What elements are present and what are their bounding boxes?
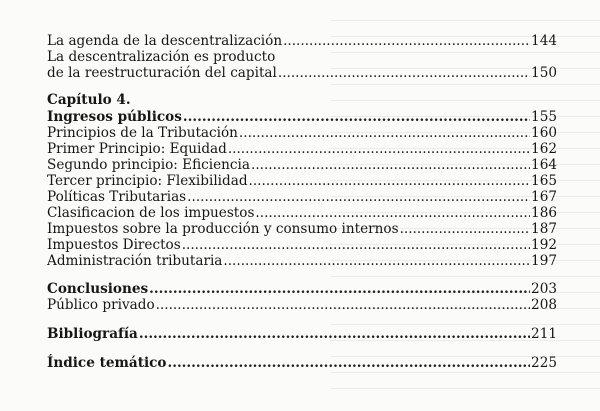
toc-entry-title: Segundo principio: Eficiencia: [47, 157, 250, 173]
toc-entry-title-line2: de la reestructuración del capital: [47, 65, 277, 81]
toc-entry-title: Impuestos sobre la producción y consumo internos: [47, 221, 399, 237]
toc-entry: [47, 221, 557, 237]
dot-leader: [278, 65, 530, 81]
toc-section-page: 203: [531, 281, 557, 297]
toc-section: [47, 355, 557, 371]
toc-entry: [47, 141, 557, 157]
toc-entry: [47, 65, 557, 81]
dot-leader: [228, 141, 530, 157]
toc-section-title: Conclusiones: [47, 281, 149, 297]
toc-entry-page: 160: [531, 125, 557, 141]
toc-entry: [47, 173, 557, 189]
chapter-heading: Capítulo 4.: [47, 92, 131, 108]
toc-section-title: Índice temático: [47, 355, 167, 371]
dot-leader: [167, 355, 530, 371]
dot-leader: [183, 109, 530, 125]
toc-section-title: Bibliografía: [47, 326, 138, 342]
dot-leader: [139, 326, 530, 342]
toc-entry: [47, 125, 557, 141]
toc-entry-page: 150: [531, 65, 557, 81]
dot-leader: [283, 33, 530, 49]
dot-leader: [251, 157, 530, 173]
dot-leader: [249, 173, 531, 189]
dot-leader: [187, 189, 530, 205]
dot-leader: [149, 281, 530, 297]
dot-leader: [255, 205, 530, 221]
toc-entry-title: Impuestos Directos: [47, 237, 181, 253]
toc-entry: [47, 33, 557, 49]
toc-section-page: 225: [531, 355, 557, 371]
toc-entry: [47, 237, 557, 253]
toc-section-title: Ingresos públicos: [47, 109, 182, 125]
dot-leader: [239, 125, 530, 141]
toc-entry: [47, 157, 557, 173]
toc-entry-title-line1: La descentralización es producto: [47, 49, 276, 65]
toc-entry-title: La agenda de la descentralización: [47, 33, 283, 49]
toc-section: [47, 281, 557, 297]
toc-entry-page: 208: [531, 297, 557, 313]
toc-entry-page: 186: [531, 205, 557, 221]
dot-leader: [223, 253, 530, 269]
toc-entry-page: 144: [531, 33, 557, 49]
dot-leader: [182, 237, 530, 253]
toc-entry-title: Tercer principio: Flexibilidad: [47, 173, 248, 189]
dot-leader: [400, 221, 530, 237]
toc-entry: [47, 297, 557, 313]
chapter-items: [47, 125, 557, 269]
toc-section-page: 155: [531, 109, 557, 125]
toc-entry: [47, 205, 557, 221]
table-of-contents: [47, 33, 557, 371]
toc-entry-page: 167: [531, 189, 557, 205]
toc-entry-page: 165: [531, 173, 557, 189]
toc-entry-page: 164: [531, 157, 557, 173]
toc-entry-page: 197: [531, 253, 557, 269]
toc-entry-title: Administración tributaria: [47, 253, 223, 269]
toc-entry: [47, 253, 557, 269]
toc-section: [47, 326, 557, 342]
toc-entry: [47, 189, 557, 205]
toc-entry-page: 192: [531, 237, 557, 253]
toc-entry-title: Público privado: [47, 297, 155, 313]
toc-section-page: 211: [531, 326, 557, 342]
toc-entry-title: Principios de la Tributación: [47, 125, 238, 141]
toc-entry-title: Primer Principio: Equidad: [47, 141, 227, 157]
toc-section: [47, 109, 557, 125]
toc-entry-page: 162: [531, 141, 557, 157]
toc-entry-title: Políticas Tributarias: [47, 189, 187, 205]
dot-leader: [156, 297, 530, 313]
toc-entry-title: Clasificacion de los impuestos: [47, 205, 255, 221]
toc-entry-page: 187: [531, 221, 557, 237]
